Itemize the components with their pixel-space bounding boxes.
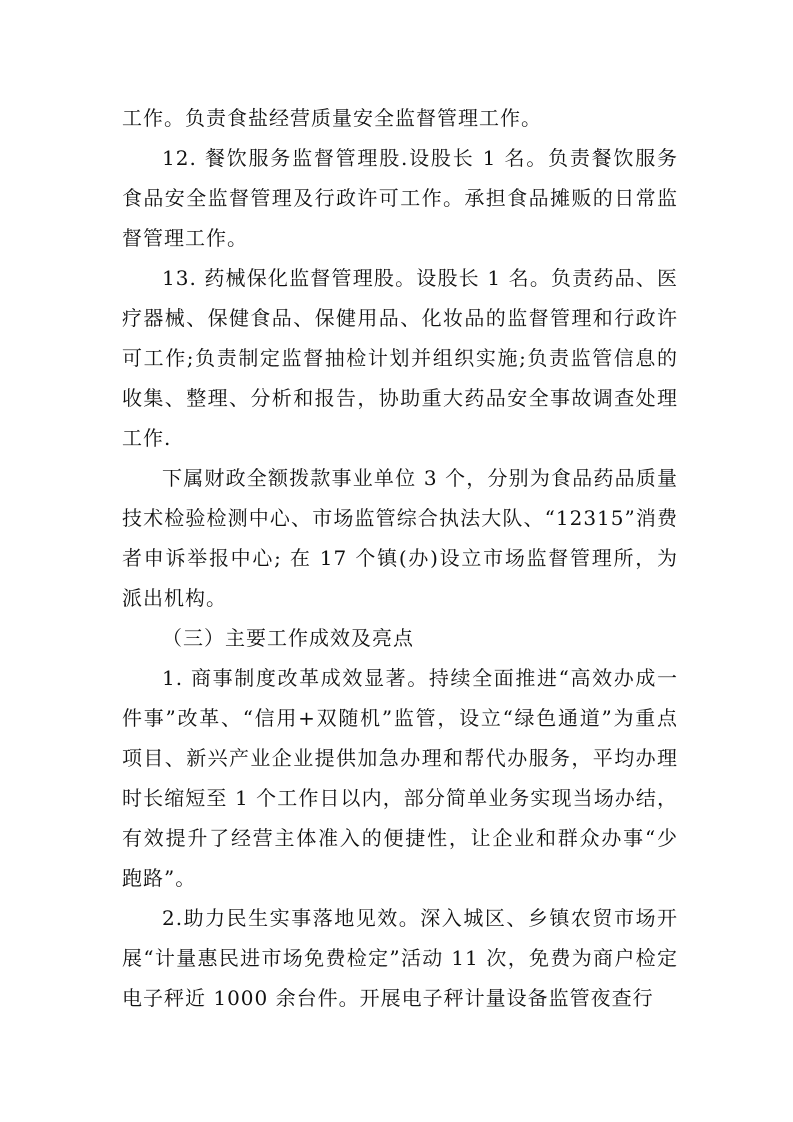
section-heading: （三）主要工作成效及亮点	[162, 626, 414, 650]
paragraph-subordinate-units: 下属财政全额拨款事业单位 3 个，分别为食品药品质量技术检验检测中心、市场监管综合执法大队、“12315”消费者申诉举报中心; 在 17 个镇(办)设立市场监督管理所，为派出机构。	[122, 466, 678, 610]
paragraph-achievement-2: 2.助力民生实事落地见效。深入城区、乡镇农贸市场开展“计量惠民进市场免费检定”活动 11 次，免费为商户检定电子秤近 1000 余台件。开展电子秤计量设备监管夜查行	[122, 906, 678, 1010]
paragraph-continuation: 工作。负责食盐经营质量安全监督管理工作。	[122, 106, 542, 130]
paragraph-item-13: 13. 药械保化监督管理股。设股长 1 名。负责药品、医疗器械、保健食品、保健用品、化妆品的监督管理和行政许可工作;负责制定监督抽检计划并组织实施;负责监管信息的收集、整理、分析和报告，协助重大药品安全事故调查处理工作.	[122, 266, 678, 450]
paragraph-item-12: 12. 餐饮服务监督管理股.设股长 1 名。负责餐饮服务食品安全监督管理及行政许可工作。承担食品摊贩的日常监督管理工作。	[122, 146, 678, 250]
paragraph-achievement-1: 1. 商事制度改革成效显著。持续全面推进“高效办成一件事”改革、“信用+双随机”监管，设立“绿色通道”为重点项目、新兴产业企业提供加急办理和帮代办服务，平均办理时长缩短至 1 个工作日以内，部分简单业务实现当场办结，有效提升了经营主体准入的便捷性，让企业和群众办事“少跑路”。	[122, 666, 678, 890]
document-body	[122, 98, 678, 1018]
